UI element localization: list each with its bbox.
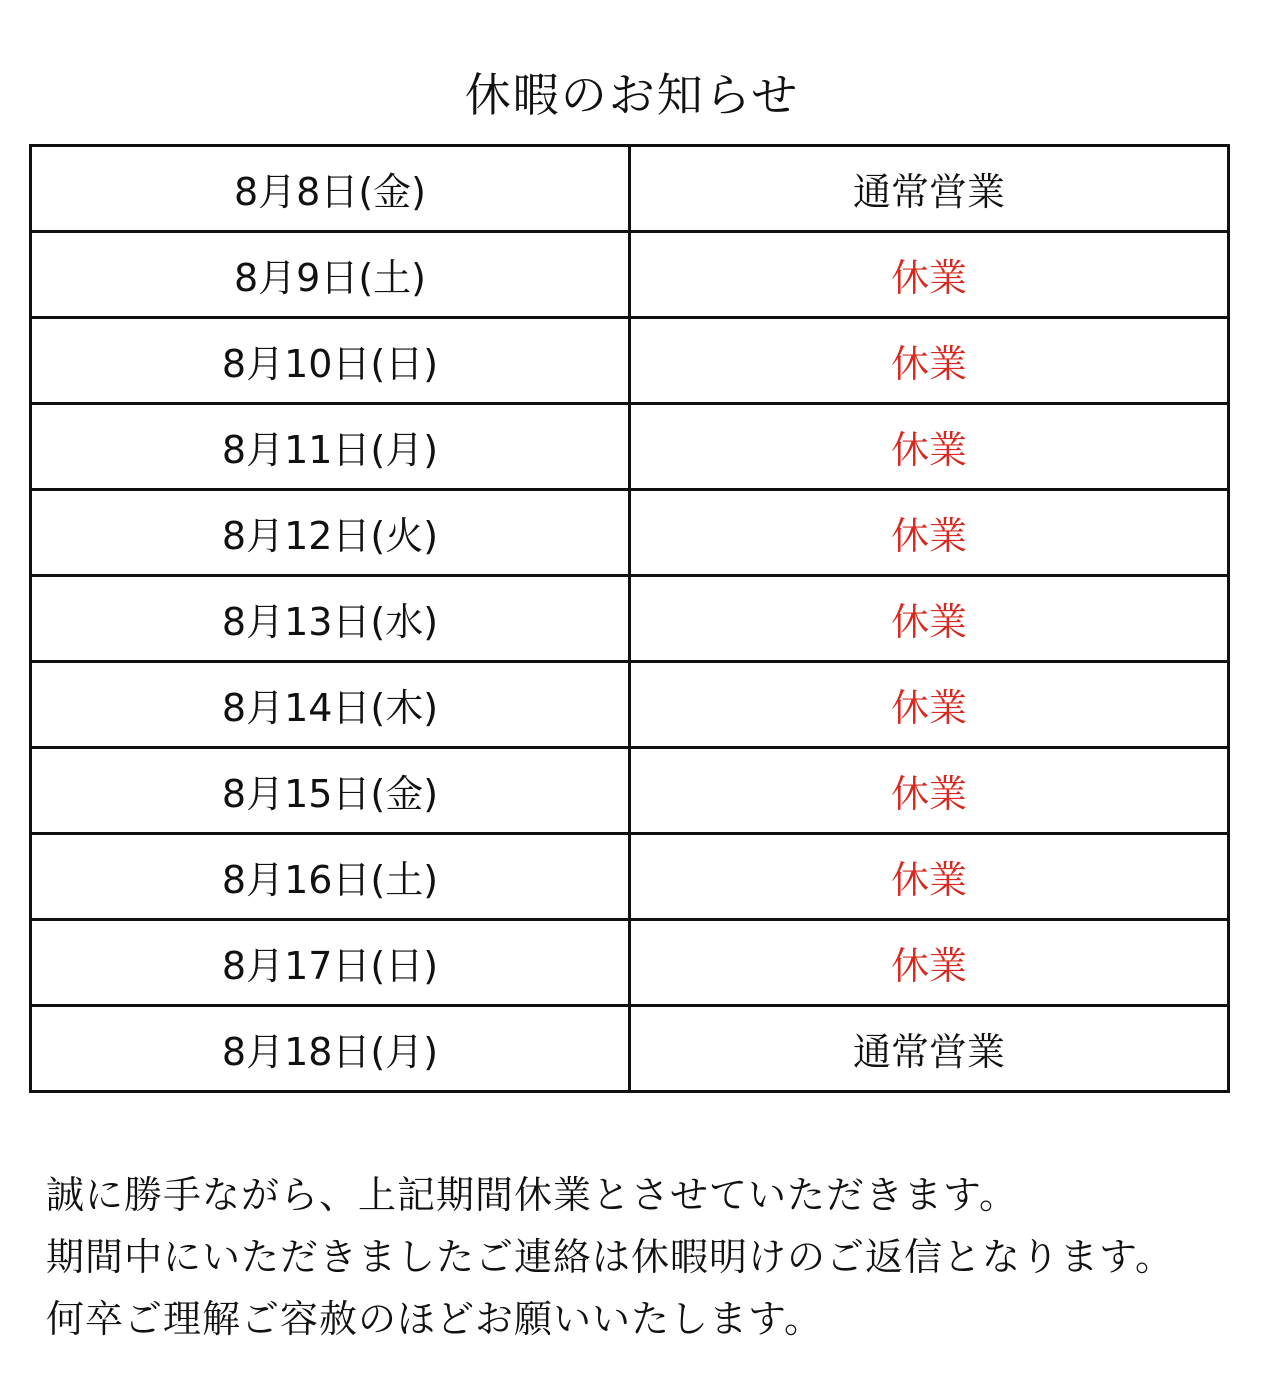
notice-line: 期間中にいただきましたご連絡は休暇明けのご返信となります。 [46,1235,1174,1279]
status-cell: 休業 [630,318,1229,404]
table-row [31,232,1229,318]
date-cell: 8月18日(月) [31,1006,630,1092]
status-cell: 通常営業 [630,1006,1229,1092]
notice-line: 誠に勝手ながら、上記期間休業とさせていただきます。 [46,1173,1018,1217]
date-cell: 8月11日(月) [31,404,630,490]
date-cell: 8月16日(土) [31,834,630,920]
date-cell: 8月17日(日) [31,920,630,1006]
table-row [31,404,1229,490]
status-cell: 休業 [630,576,1229,662]
table-row [31,834,1229,920]
table-row [31,920,1229,1006]
date-cell: 8月10日(日) [31,318,630,404]
table-row [31,1006,1229,1092]
date-cell: 8月12日(火) [31,490,630,576]
status-cell: 休業 [630,748,1229,834]
date-cell: 8月13日(水) [31,576,630,662]
status-cell: 休業 [630,490,1229,576]
table-row [31,490,1229,576]
notice-title: 休暇のお知らせ [464,68,800,122]
status-cell: 通常営業 [630,146,1229,232]
date-cell: 8月14日(木) [31,662,630,748]
notice-line: 何卒ご理解ご容赦のほどお願いいたします。 [46,1297,823,1341]
table-row [31,662,1229,748]
table-row [31,318,1229,404]
date-cell: 8月8日(金) [31,146,630,232]
status-cell: 休業 [630,404,1229,490]
status-cell: 休業 [630,662,1229,748]
status-cell: 休業 [630,920,1229,1006]
table-row [31,146,1229,232]
notice-message [46,1164,1236,1350]
holiday-schedule-table [29,144,1230,1093]
table-row [31,748,1229,834]
status-cell: 休業 [630,232,1229,318]
table-row [31,576,1229,662]
status-cell: 休業 [630,834,1229,920]
date-cell: 8月15日(金) [31,748,630,834]
date-cell: 8月9日(土) [31,232,630,318]
